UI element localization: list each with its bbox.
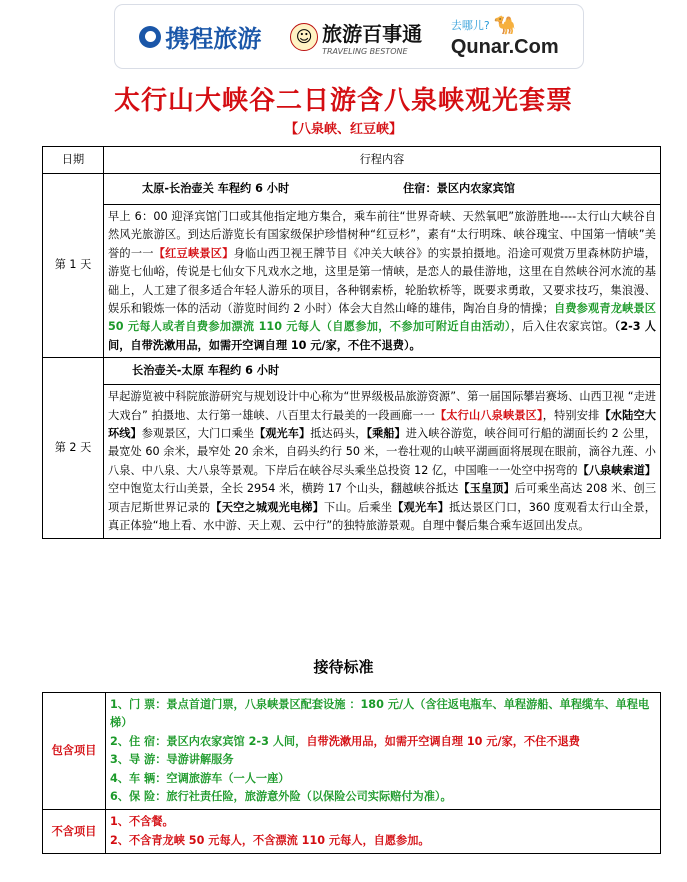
logo-banner: [115, 5, 583, 68]
included-item: 2、住 宿：景区内农家宾馆 2-3 人间，自带洗漱用品，如需开空调自理 10 元/家，不住不退费: [110, 734, 580, 748]
description-segment: 【天空之城观光电梯】: [210, 500, 325, 514]
description-segment: 参观景区，大门口乘坐: [141, 427, 255, 441]
page-subtitle: 【八泉峡、红豆峡】: [284, 122, 402, 137]
lybst-face-icon: ☺: [290, 23, 318, 51]
excluded-items: [106, 810, 661, 854]
description-segment: 【观光车】: [392, 500, 450, 514]
description-segment: 早上 6：00 迎泽宾馆门口或其他指定地方集合，乘车前往“世界奇峡、天然氧吧”旅游胜地----太行山大峡谷自然风光旅游区。到达后游览长有国家级保护珍惜树种“红豆杉”，素有“太行明珠、峡谷瑰宝、中国第一情峡”美誉的一一: [108, 210, 656, 260]
ctrip-dolphin-icon: [139, 26, 161, 48]
included-row: [43, 693, 661, 810]
included-item: 4、车 辆：空调旅游车（一人一座）: [110, 771, 290, 785]
description-segment: 【水陆空大环线】: [108, 408, 656, 441]
day1-stay: 住宿：景区内农家宾馆: [403, 181, 515, 195]
qunar-logo-text: Qunar.Com: [450, 35, 559, 58]
description-segment: 【观光车】: [254, 427, 311, 441]
day1-detail-row: [43, 205, 661, 358]
date-column-header: 日期: [43, 147, 104, 174]
ctrip-logo: [139, 19, 261, 54]
day2-detail-row: [43, 385, 661, 538]
description-segment: 进入峡谷游览，峡谷间可行船的湖面长约 2 公里，最宽处 60 余米，最窄处 20 余米，自码头约行 50 米，一卷壮观的山峡平湖画面将展现在眼前，滴谷九莲、小八泉、中八泉、大八泉等景观。下岸后在峡谷尽头乘坐总投资 12 亿，中国唯一一处空中拐弯的: [108, 427, 656, 477]
description-segment: 抵达景区门口，360 度观看太行山全景，真正体验“地上看、水中游、天上观、云中行”的独特旅游景观。自理中餐后集合乘车返回出发点。: [108, 500, 656, 533]
qunar-logo: [451, 15, 559, 59]
day2-route-row: [43, 358, 661, 385]
day1-route-cell: [104, 174, 661, 205]
day2-route-cell: [104, 358, 661, 385]
description-segment: 身临山西卫视王牌节目《冲关大峡谷》的实景拍摄地。沿途可观赏万里森林防护墙，游览七仙峪，传说是七仙女下凡戏水之地，这里是第一情峡，是恋人的最佳游地，这里在自然峡谷河水流的基础上，人工建了很多适合年轻人游乐的项目，各种钢索桥，轮胎软桥等，既要求勇敢，又要求技巧，集浪漫、娱乐和锻炼一体的活动（游览时间约 2 小时）体会大自然山峰的雄伟，陶冶自身的情操；: [108, 246, 656, 316]
day1-description: [104, 205, 661, 358]
included-label: 包含项目: [43, 693, 106, 810]
description-segment: 下山。后乘坐: [324, 500, 393, 514]
included-item: 6、保 险：旅行社责任险，旅游意外险（以保险公司实际赔付为准）。: [110, 790, 452, 804]
description-segment: 【太行山八泉峡景区】: [434, 408, 543, 422]
qunar-tagline: 去哪儿?: [450, 19, 490, 32]
ctrip-logo-text: 携程旅游: [165, 25, 262, 53]
description-segment: 【八泉峡索道】: [577, 463, 656, 477]
lybst-logo-subtext: TRAVELING BESTONE: [322, 46, 408, 56]
description-segment: 【乘船】: [366, 427, 406, 441]
excluded-row: [43, 810, 661, 854]
description-segment: 后可乘坐高达 208 米、创三项吉尼斯世界记录的: [108, 482, 657, 514]
day2-description: [104, 385, 661, 538]
excluded-item: 1、不含餐。: [110, 815, 174, 829]
day2-label: 第 2 天: [43, 358, 104, 538]
itinerary-table: [42, 146, 661, 539]
content-column-header: 行程内容: [104, 147, 661, 174]
camel-icon: 🐪: [493, 14, 517, 36]
day1-label: 第 1 天: [43, 174, 104, 358]
description-segment: 空中饱览太行山美景，全长 2954 米，横跨 17 个山头，翻越峡谷抵达: [108, 482, 459, 496]
day1-route: 太原-长治壶关 车程约 6 小时: [142, 181, 290, 195]
description-segment: （2-3 人间，自带洗漱用品，如需开空调自理 10 元/家，不住不退费）。: [108, 320, 656, 352]
description-segment: 【红豆峡景区】: [153, 246, 234, 260]
page-title: 太行山大峡谷二日游含八泉峡观光套票: [113, 86, 573, 116]
itinerary-header-row: [43, 147, 661, 174]
description-segment: ，后入住农家宾馆。: [510, 320, 615, 334]
lybst-logo-text: 旅游百事通: [322, 21, 423, 46]
description-segment: 自费参观青龙峡景区 50 元每人或者自费参加漂流 110 元每人（自愿参加，不参加可附近自由活动）: [108, 302, 656, 334]
included-item: 1、门 票：景点首道门票，八泉峡景区配套设施 ：180 元/人（含往返电瓶车、单程游船、单程缆车、单程电梯）: [110, 698, 650, 730]
description-segment: ，特别安排: [542, 408, 600, 422]
excluded-label: 不含项目: [43, 810, 106, 854]
lybst-logo: [290, 18, 422, 56]
description-segment: 【玉皇顶】: [458, 482, 515, 496]
standards-table: [42, 692, 661, 854]
description-segment: 抵达码头，: [310, 427, 367, 441]
included-items: [106, 693, 661, 810]
reception-standards-title: 接待标准: [313, 658, 374, 676]
description-segment: 早起游览被中科院旅游研究与规划设计中心称为“世界级极品旅游资源”、第一届国际攀岩赛场、山西卫视 “走进大戏台” 拍摄地、太行第一雄峡、八百里太行最美的一段画廊一一: [108, 390, 656, 422]
excluded-item: 2、不含青龙峡 50 元每人，不含漂流 110 元每人，自愿参加。: [110, 833, 430, 847]
day1-route-row: [43, 174, 661, 205]
day2-route: 长治壶关-太原 车程约 6 小时: [132, 364, 280, 378]
included-item: 3、导 游：导游讲解服务: [110, 753, 234, 767]
